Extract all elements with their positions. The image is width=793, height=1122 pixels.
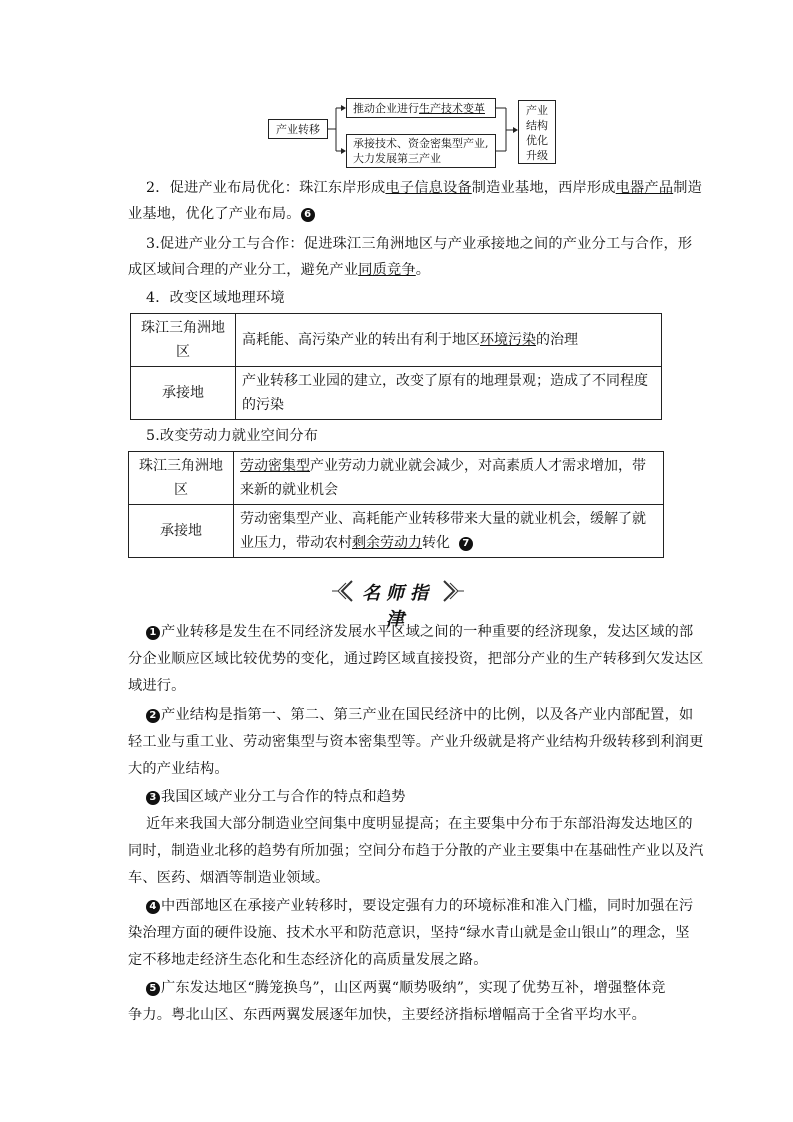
table-header-cell: 承接地 [129,505,234,558]
diagram-branch-b-box: 承接技术、资金密集型产业, 大力发展第三产业 [346,134,496,168]
paragraph-3-line-2: 成区域间合理的产业分工，避免产业同质竞争。 [128,262,431,278]
table-cell: 产业转移工业园的建立，改变了原有的地理景观；造成了不同程度 的污染 [236,367,662,420]
note-mark-4: 4 [146,900,160,914]
footnote-mark-7: 7 [459,537,473,551]
note-mark-3: 3 [146,791,160,805]
note-2-line-2: 轻工业与重工业、劳动密集型与资本密集型等。产业升级就是将产业结构升级转移到利润更 [128,734,704,750]
diagram-source-box: 产业转移 [268,119,328,139]
environment-table [130,313,662,420]
table-cell: 劳动密集型产业、高耗能产业转移带来大量的就业机会，缓解了就 业压力，带动农村剩余劳动力转化 7 [234,505,664,558]
table-row [129,452,664,505]
note-mark-1: 1 [146,626,160,640]
table-header-cell: 承接地 [131,367,236,420]
industry-transfer-diagram [266,94,566,166]
table-header-cell: 珠江三角洲地 区 [129,452,234,505]
note-5-line-2: 争力。粤北山区、东西两翼发展逐年加快，主要经济指标增幅高于全省平均水平。 [128,1007,646,1023]
employment-table [128,451,664,558]
note-mark-2: 2 [146,709,160,723]
note-3-title: 3 我国区域产业分工与合作的特点和趋势 [146,785,406,809]
note-2-line-1: 2 产业结构是指第一、第二、第三产业在国民经济中的比例，以及各产业内部配置，如 [146,703,693,727]
table-row [131,367,662,420]
table-row [129,505,664,558]
table-cell: 高耗能、高污染产业的转出有利于地区环境污染的治理 [236,314,662,367]
note-4-line-2: 染治理方面的硬件设施、技术水平和防范意识，坚持“绿水青山就是金山银山”的理念，坚 [128,925,690,941]
note-3-line-2: 同时，制造业北移的趋势有所加强；空间分布趋于分散的产业主要集中在基础性产业以及汽 [128,843,704,859]
note-5-line-1: 5 广东发达地区“腾笼换鸟”，山区两翼“顺势吸纳”，实现了优势互补，增强整体竞 [146,976,666,1000]
table-row [131,314,662,367]
section-5-title: 5.改变劳动力就业空间分布 [146,428,319,444]
banner-title: 名师指津 [362,583,434,630]
footnote-mark-6: 6 [301,208,315,222]
note-1-line-2: 分企业顺应区域比较优势的变化，通过跨区域直接投资，把部分产业的生产转移到欠发达区 [128,651,704,667]
diagram-result-box: 产业 结构 优化 升级 [518,100,556,164]
note-mark-5: 5 [146,982,160,996]
section-4-title: 4．改变区域地理环境 [146,290,285,306]
note-4-line-1: 4 中西部地区在承接产业转移时，要设定强有力的环境标准和准入门槛，同时加强在污 [146,894,693,918]
section-banner [330,575,466,630]
diagram-branch-a-box: 推动企业进行生产技术变革 [346,98,496,118]
paragraph-3-line-1: 3.促进产业分工与合作：促进珠江三角洲地区与产业承接地之间的产业分工与合作，形 [146,236,693,252]
note-1-line-3: 域进行。 [128,678,186,694]
note-3-line-1: 近年来我国大部分制造业空间集中度明显提高；在主要集中分布于东部沿海发达地区的 [146,816,693,832]
paragraph-2-line-1: 2．促进产业布局优化：珠江东岸形成电子信息设备制造业基地，西岸形成电器产品制造 [146,180,702,196]
table-header-cell: 珠江三角洲地 区 [131,314,236,367]
paragraph-2-line-2: 业基地，优化了产业布局。 6 [128,202,316,226]
note-4-line-3: 定不移地走经济生态化和生态经济化的高质量发展之路。 [128,952,488,968]
note-3-line-3: 车、医药、烟酒等制造业领域。 [128,870,330,886]
table-cell: 劳动密集型产业劳动力就业就会减少，对高素质人才需求增加，带 来新的就业机会 [234,452,664,505]
note-1-line-1: 1 产业转移是发生在不同经济发展水平区域之间的一种重要的经济现象，发达区域的部 [146,620,693,644]
note-2-line-3: 大的产业结构。 [128,761,229,777]
